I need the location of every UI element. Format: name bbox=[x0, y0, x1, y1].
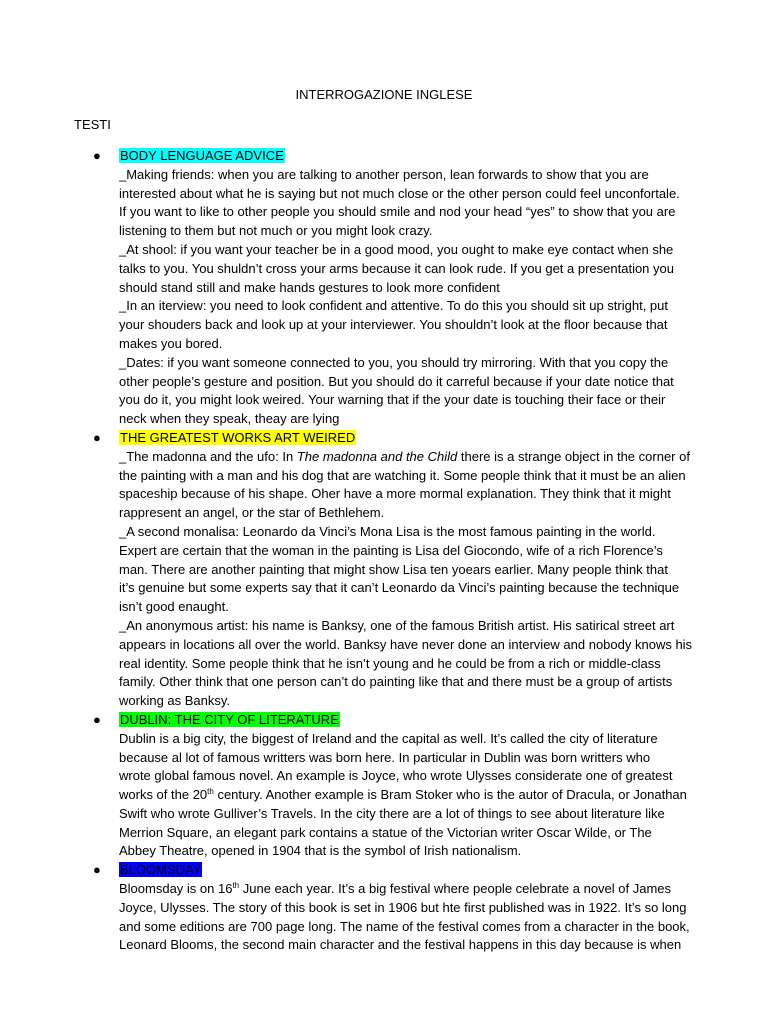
document-title: INTERROGAZIONE INGLESE bbox=[295, 87, 473, 102]
text-line: rappresent an angel, or the star of Bethlehem. bbox=[119, 505, 385, 521]
superscript: th bbox=[232, 881, 240, 891]
text-line: other people’s gesture and position. But you should do it carreful because if your date notice that bbox=[119, 373, 674, 389]
paragraph bbox=[119, 448, 697, 523]
text-line: Merrion Square, an elegant park contains a statue of the Victorian writer Oscar Wilde, or The bbox=[119, 824, 652, 840]
section-heading-row bbox=[0, 711, 768, 730]
section-heading bbox=[119, 147, 285, 166]
text-line: makes you bored. bbox=[119, 335, 223, 351]
text-line: Leonard Blooms, the second main character and the festival happens in this day because is when bbox=[119, 937, 682, 953]
text-line: and some editions are 700 page long. The name of the festival comes from a character in the book, bbox=[119, 918, 690, 934]
section bbox=[0, 861, 768, 955]
paragraph bbox=[119, 354, 697, 429]
text-line: talks to you. You shuldn’t cross your arms because it can look rude. If you get a presentation you bbox=[119, 260, 674, 276]
italic-title: The madonna and the Child bbox=[296, 448, 458, 464]
bullet-icon: ● bbox=[93, 711, 101, 727]
heading-highlight: DUBLIN: THE CITY OF LITERATURE bbox=[120, 711, 339, 727]
document-subtitle: TESTI bbox=[74, 117, 111, 132]
text-line: you do it, you might look weired. Your warning that if the your date is touching their face or their bbox=[119, 392, 666, 408]
text-line: Abbey Theatre, opened in 1904 that is the symbol of Irish nationalism. bbox=[119, 843, 522, 859]
text-line: man. There are another painting that might show Lisa ten yoears earlier. Many people think that bbox=[119, 561, 668, 577]
section-heading-row bbox=[0, 147, 768, 166]
heading-highlight: BODY LENGUAGE ADVICE bbox=[120, 148, 284, 163]
paragraph bbox=[119, 523, 697, 617]
section bbox=[0, 429, 768, 711]
bullet-icon: ● bbox=[93, 148, 101, 163]
text-line: Dublin is a big city, the biggest of Ireland and the capital as well. It’s called the city of literature bbox=[119, 730, 658, 746]
section-heading-row bbox=[0, 429, 768, 448]
text-line: because al lot of famous writters was born here. In particular in Dublin was born writters who bbox=[119, 749, 651, 765]
text-line: _At shool: if you want your teacher be in a good mood, you ought to make eye contact when she bbox=[119, 241, 674, 257]
section-heading-row bbox=[0, 861, 768, 880]
text-line: interested about what he is saying but not much close or the other person could feel unconfortale. bbox=[119, 185, 680, 201]
paragraph bbox=[119, 241, 697, 297]
text-line: _An anonymous artist: his name is Banksy, one of the famous British artist. His satirical street art bbox=[119, 617, 675, 633]
bullet-icon: ● bbox=[93, 862, 101, 878]
text-line: Expert are certain that the woman in the painting is Lisa del Giocondo, wife of a rich Florence’s bbox=[119, 542, 663, 558]
paragraph bbox=[119, 880, 697, 955]
heading-highlight: BLOOMSDAY bbox=[120, 862, 202, 878]
text-line: your shouders back and look up at your interviewer. You shouldn’t look at the floor because that bbox=[119, 317, 668, 333]
text-line: _In an iterview: you need to look confident and attentive. To do this you should sit up stright, put bbox=[119, 298, 668, 314]
section bbox=[0, 711, 768, 861]
document-body bbox=[0, 147, 768, 955]
text-line: family. Other think that one person can’t do painting like that and there must be a group of artists bbox=[119, 674, 673, 690]
section-heading bbox=[119, 861, 202, 880]
text-line: _A second monalisa: Leonardo da Vinci’s Mona Lisa is the most famous painting in the world. bbox=[119, 523, 656, 539]
heading-highlight: THE GREATEST WORKS ART WEIRED bbox=[120, 429, 356, 445]
paragraph bbox=[119, 166, 697, 241]
text-line: it’s genuine but some experts say that it can’t Leonardo da Vinci’s painting because the technique bbox=[119, 580, 680, 596]
bullet-icon: ● bbox=[93, 429, 101, 445]
text-line: If you want to like to other people you should smile and nod your head “yes” to show that you are bbox=[119, 204, 676, 220]
superscript: th bbox=[207, 787, 214, 797]
text-line: wrote global famous novel. An example is Joyce, who wrote Ulysses considerate one of greatest bbox=[119, 768, 673, 784]
text-line: isn’t good enaught. bbox=[119, 599, 229, 615]
text-line: spaceship because of his shape. Oher have a more mormal explanation. They think that it might bbox=[119, 486, 671, 502]
text-line: Bloomsday is on 16th June each year. It’s a big festival where people celebrate a novel of James bbox=[119, 881, 672, 897]
section-heading bbox=[119, 429, 356, 448]
text-line: real identity. Some people think that he isn’t young and he could be from a rich or middle-class bbox=[119, 655, 661, 671]
text-line: Swift who wrote Gulliver’s Travels. In the city there are a lot of things to see about literature like bbox=[119, 805, 665, 821]
text-line: _Dates: if you want someone connected to you, you should try mirroring. With that you copy the bbox=[119, 354, 669, 370]
paragraph bbox=[119, 617, 697, 711]
text-line: _Making friends: when you are talking to another person, lean forwards to show that you are bbox=[119, 166, 649, 182]
text-line: working as Banksy. bbox=[119, 693, 231, 709]
text-line: listening to them but not much or you might look crazy. bbox=[119, 223, 433, 239]
text-line: should stand still and make hands gestures to look more confident bbox=[119, 279, 500, 295]
text-line: the painting with a man and his dog that are watching it. Some people think that it must be an alien bbox=[119, 467, 686, 483]
text-line: appears in locations all over the world. Banksy have never done an interview and nobody knows his bbox=[119, 636, 693, 652]
text-line: neck when they speak, theay are lying bbox=[119, 411, 340, 427]
paragraph bbox=[119, 297, 697, 353]
text-line: _The madonna and the ufo: In The madonna and the Child there is a strange object in the corner of bbox=[119, 448, 690, 464]
paragraph bbox=[119, 730, 697, 862]
section bbox=[0, 147, 768, 429]
text-line: Joyce, Ulysses. The story of this book is set in 1906 but hte first published was in 1922. It’s so long bbox=[119, 899, 687, 915]
text-line: works of the 20th century. Another example is Bram Stoker who is the autor of Dracula, or Jonathan bbox=[119, 787, 687, 803]
section-heading bbox=[119, 711, 340, 730]
